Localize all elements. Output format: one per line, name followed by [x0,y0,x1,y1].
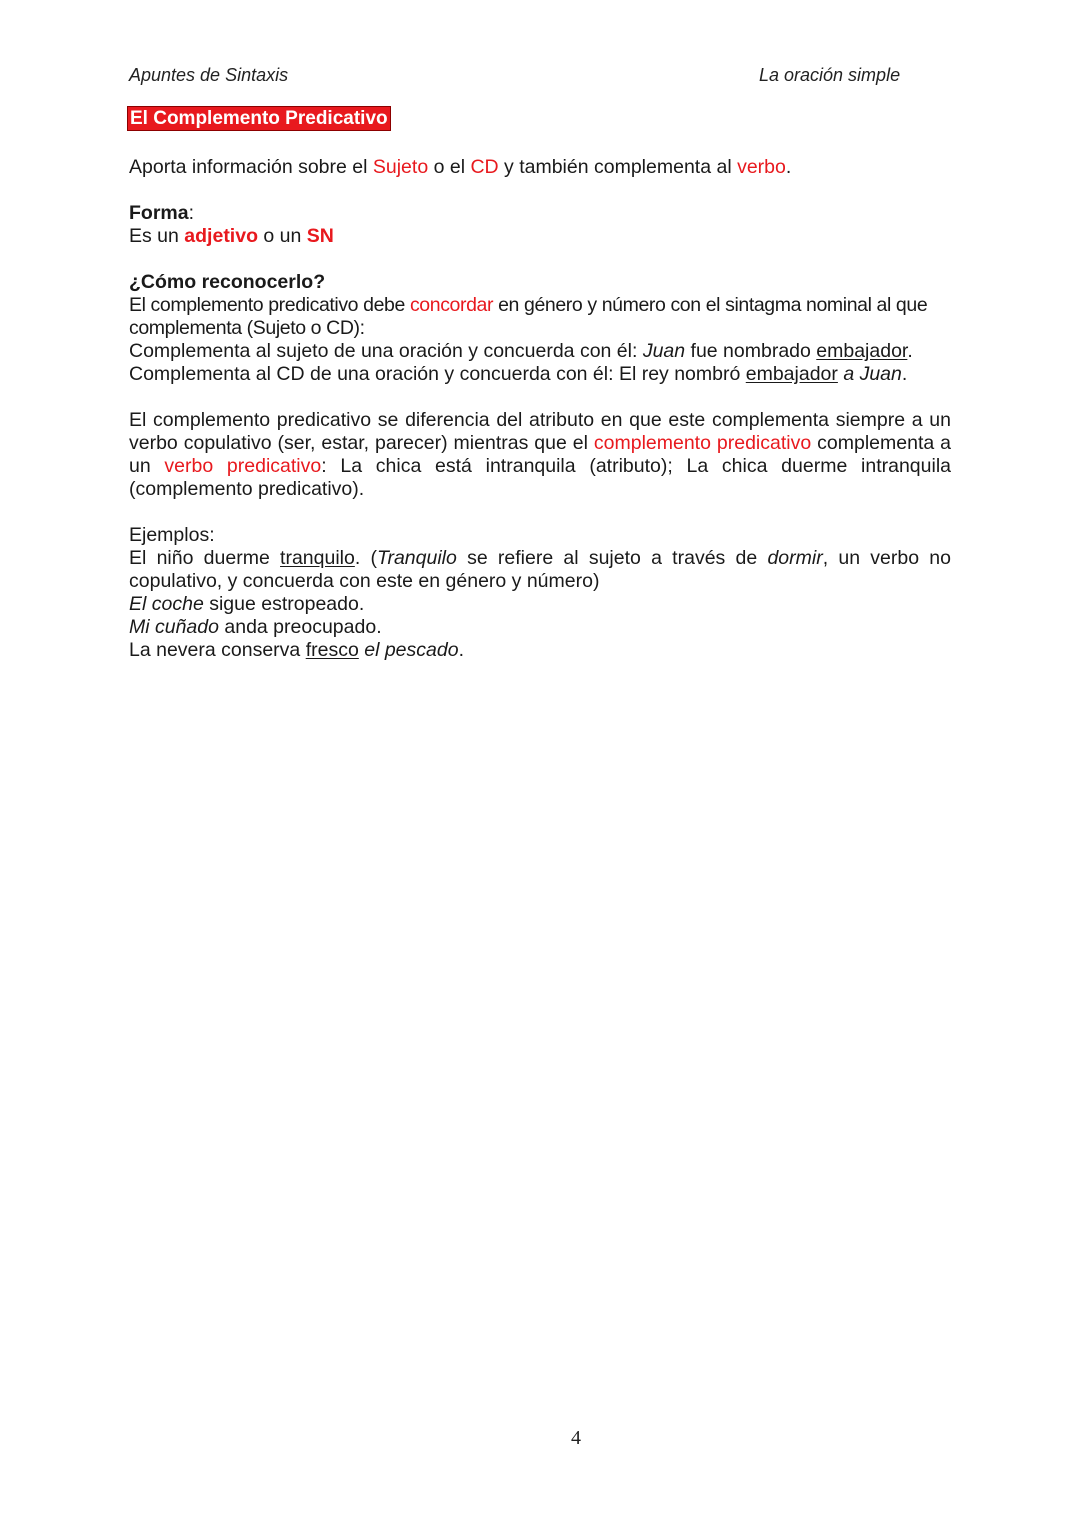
ejemplo-2-text: sigue estropeado. [203,593,365,615]
intro-text-1: Aporta información sobre el [129,156,373,178]
ejemplo-3-text: anda preocupado. [218,616,382,638]
intro-sujeto: Sujeto [372,156,429,178]
reconocer-l4-dot: . [901,363,908,385]
diferencia-text-1: El complemento predicativo se diferencia del atributo en que este complementa siempre a un verbo copulativo (ser, estar, parecer) mientras que el [129,409,951,454]
reconocer-l4-a-juan: a Juan [843,363,902,385]
intro-verbo: verbo [737,156,786,178]
reconocer-heading: ¿Cómo reconocerlo? [129,271,326,293]
reconocer-l4-text-1: Complementa al CD de una oración y concuerda con él: El rey nombró [129,363,746,385]
ejemplo-4-text-1: La nevera conserva [129,639,306,661]
header-left: Apuntes de Sintaxis [129,65,289,85]
reconocer-l3-text-1: Complementa al sujeto de una oración y concuerda con él: [129,340,643,362]
forma-adjetivo: adjetivo [184,225,258,247]
reconocer-line-1 [129,294,951,340]
ejemplo-4-dot: . [458,639,464,661]
ejemplo-4-fresco: fresco [305,639,359,661]
ejemplo-1-text-4: , un verbo no copulativo, y concuerda con este en género y número) [129,547,951,592]
intro-text-2: o el [428,156,471,178]
reconocer-text-1: El complemento predicativo debe [129,294,410,316]
forma-text-1: Es un [129,225,185,247]
page-content [129,106,951,662]
forma-text [129,225,951,248]
ejemplo-1-text-3: se refiere al sujeto a través de [456,547,768,569]
ejemplo-4-el-pescado: el pescado [364,639,459,661]
reconocer-l3-text-2: fue nombrado [685,340,817,362]
forma-label: Forma [129,202,189,224]
diferencia-complemento-predicativo: complemento predicativo [593,432,812,454]
reconocer-l3-juan: Juan [642,340,686,362]
ejemplo-1-text-1: El niño duerme [129,547,281,569]
intro-text-3: y también complementa al [498,156,738,178]
ejemplo-1-dormir: dormir [767,547,823,569]
forma-colon: : [188,202,195,224]
reconocer-line-4 [129,363,951,386]
page-number: 4 [571,1427,581,1449]
diferencia-text-3: : La chica está intranquila (atributo); La chica duerme intranquila (complemento predicativo). [129,455,952,500]
ejemplo-3 [129,616,951,639]
header-right: La oración simple [759,65,901,85]
forma-label-line [129,202,951,225]
ejemplo-3-subject: Mi cuñado [129,616,219,638]
section-title: El Complemento Predicativo [127,106,391,131]
reconocer-concordar: concordar [409,294,494,316]
intro-paragraph [129,156,951,179]
ejemplo-2-subject: El coche [129,593,204,615]
intro-text-4: . [785,156,792,178]
title-wrap [127,106,951,131]
diferencia-verbo-predicativo: verbo predicativo [164,455,322,477]
ejemplos-label: Ejemplos: [129,524,215,546]
ejemplo-1 [129,547,951,593]
diferencia-paragraph [129,409,951,501]
intro-cd: CD [470,156,499,178]
forma-sn: SN [306,225,334,247]
forma-text-2: o un [257,225,307,247]
diferencia-text-2: complementa a un [129,432,952,477]
reconocer-text-2: en género y número con el sintagma nominal al que complementa (Sujeto o CD): [129,294,928,339]
reconocer-l3-embajador: embajador [816,340,908,362]
reconocer-line-3 [129,340,951,363]
ejemplo-2 [129,593,951,616]
ejemplo-1-tranquilo: tranquilo [280,547,355,569]
ejemplo-1-text-2: . ( [354,547,377,569]
ejemplo-1-tranquilo-italic: Tranquilo [377,547,457,569]
ejemplo-4 [129,639,951,662]
reconocer-l3-dot: . [907,340,913,362]
reconocer-l4-embajador: embajador [745,363,838,385]
